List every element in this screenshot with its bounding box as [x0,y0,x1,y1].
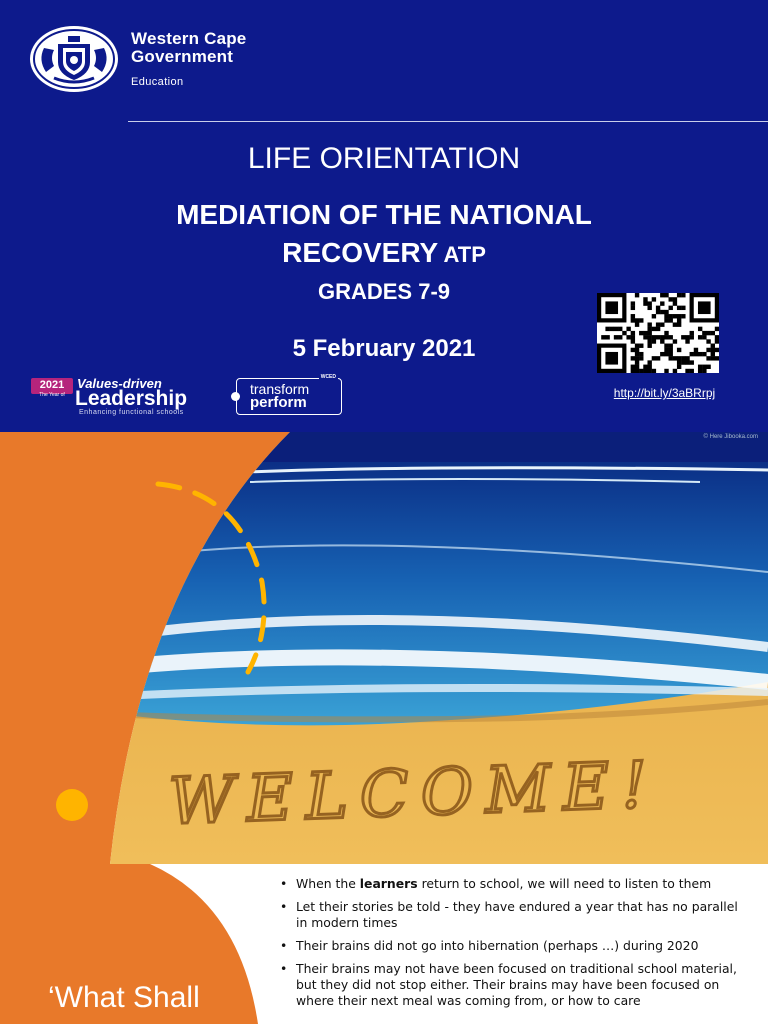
organisation-line-2: Government [131,47,234,66]
grades-label: GRADES 7-9 [317,279,451,304]
transform-perform-logo [236,374,342,415]
what-shall-slide [0,864,768,1024]
qr-link[interactable]: http://bit.ly/3aBRrpj [613,386,716,400]
slide-heading: ‘What Shall [48,981,200,1014]
subtitle-line-1: MEDIATION OF THE NATIONAL [176,199,592,230]
bullet-list [278,876,748,1016]
photo-watermark: © Here Jibooka.com [703,434,758,440]
qr-code[interactable] [597,293,719,373]
transform-text: transform [250,381,310,397]
subtitle-atp: ATP [438,242,486,267]
badge-year: 2021 [31,378,73,394]
bullet-item: • Their brains may not have been focused on traditional school material, but they did not stop either. Their brains may have been focused on where their next meal was coming from, or how to care [278,961,748,1009]
badge-main-text: Leadership [75,387,188,410]
subtitle-line-2 [0,237,768,269]
subtitle-recovery: RECOVERY [282,237,439,268]
badge-tagline: Enhancing functional schools [79,409,184,416]
slide-title: LIFE ORIENTATION [247,142,521,175]
badge-year-caption: The Year of [39,392,65,398]
values-driven-leadership-logo [31,376,221,416]
bullet-item: • When the learners return to school, we will need to listen to them [278,876,748,892]
organisation-name [131,30,246,66]
badge-top-text: Values-driven [77,376,162,391]
coat-of-arms-logo [30,26,118,92]
bullet-item: • Their brains did not go into hibernation (perhaps …) during 2020 [278,938,748,954]
perform-text: perform [250,394,307,411]
wced-tag: WCED [320,374,336,380]
bullet-item: • Let their stories be told - they have endured a year that has no parallel in modern times [278,899,748,931]
title-slide [0,0,768,432]
sand-welcome-text: WELCOME! [167,748,661,840]
presentation-date: 5 February 2021 [292,335,476,362]
header-divider [128,121,768,122]
department-name: Education [131,76,184,88]
organisation-line-1: Western Cape [131,29,247,48]
logo-dot-icon [231,392,240,401]
welcome-slide [0,432,768,864]
bold-word: learners [359,876,418,891]
